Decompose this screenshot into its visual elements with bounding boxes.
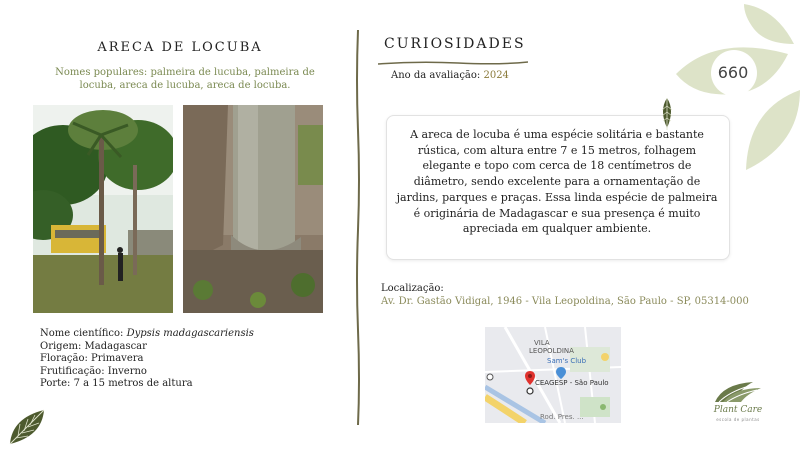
evaluation-year: Ano da avaliação: 2024 — [391, 70, 509, 81]
plant-care-logo — [713, 380, 763, 408]
photo-palm-trunk — [183, 105, 323, 313]
map-district-2: LEOPOLDINA — [529, 347, 574, 355]
location-map[interactable] — [485, 327, 621, 423]
title-underline — [378, 52, 528, 60]
column-divider — [355, 30, 361, 425]
map-road: Rod. Pres. ... — [540, 413, 584, 421]
fruiting: Frutificação: Inverno — [40, 365, 147, 377]
badge-number: 660 — [717, 63, 749, 82]
location-label: Localização: — [381, 283, 444, 294]
decorative-leaves — [676, 4, 800, 180]
photo-palm-park — [33, 105, 173, 313]
section-title: CURIOSIDADES — [384, 36, 526, 52]
map-place: CEAGESP - São Paulo — [535, 379, 609, 387]
plant-facts — [40, 328, 254, 391]
location-address[interactable]: Av. Dr. Gastão Vidigal, 1946 - Vila Leopoldina, São Paulo - SP, 05314-000 — [381, 296, 749, 307]
leaf-icon — [659, 98, 675, 134]
place-marker-icon — [526, 380, 534, 399]
leaf-icon — [8, 408, 48, 450]
brand-name: Plant Care — [713, 405, 763, 415]
popular-names: Nomes populares: palmeira de lucuba, palmeira de locuba, areca de lucuba, areca de locuba. — [55, 67, 315, 91]
plant-title: ARECA DE LOCUBA — [97, 40, 263, 55]
size: Porte: 7 a 15 metros de altura — [40, 378, 193, 389]
map-poi: Sam's Club — [547, 357, 587, 365]
map-district-1: VILA — [534, 339, 550, 347]
brand-tagline: escola de plantas — [716, 417, 760, 422]
origin: Origem: Madagascar — [40, 340, 147, 352]
scientific-name: Nome científico: Dypsis madagascariensis — [40, 328, 254, 339]
flowering: Floração: Primavera — [40, 353, 144, 364]
description-text: A areca de locuba é uma espécie solitária e bastante rústica, com altura entre 7 e 15 metros, folhagem elegante e topo com cerca de 18 centímetros de diâmetro, sendo excelente para a ornamentação de jardins, parques e praças. Essa linda espécie de palmeira é originária de Madagascar e sua presença é muito apreciada em qualquer ambiente. — [396, 128, 718, 236]
